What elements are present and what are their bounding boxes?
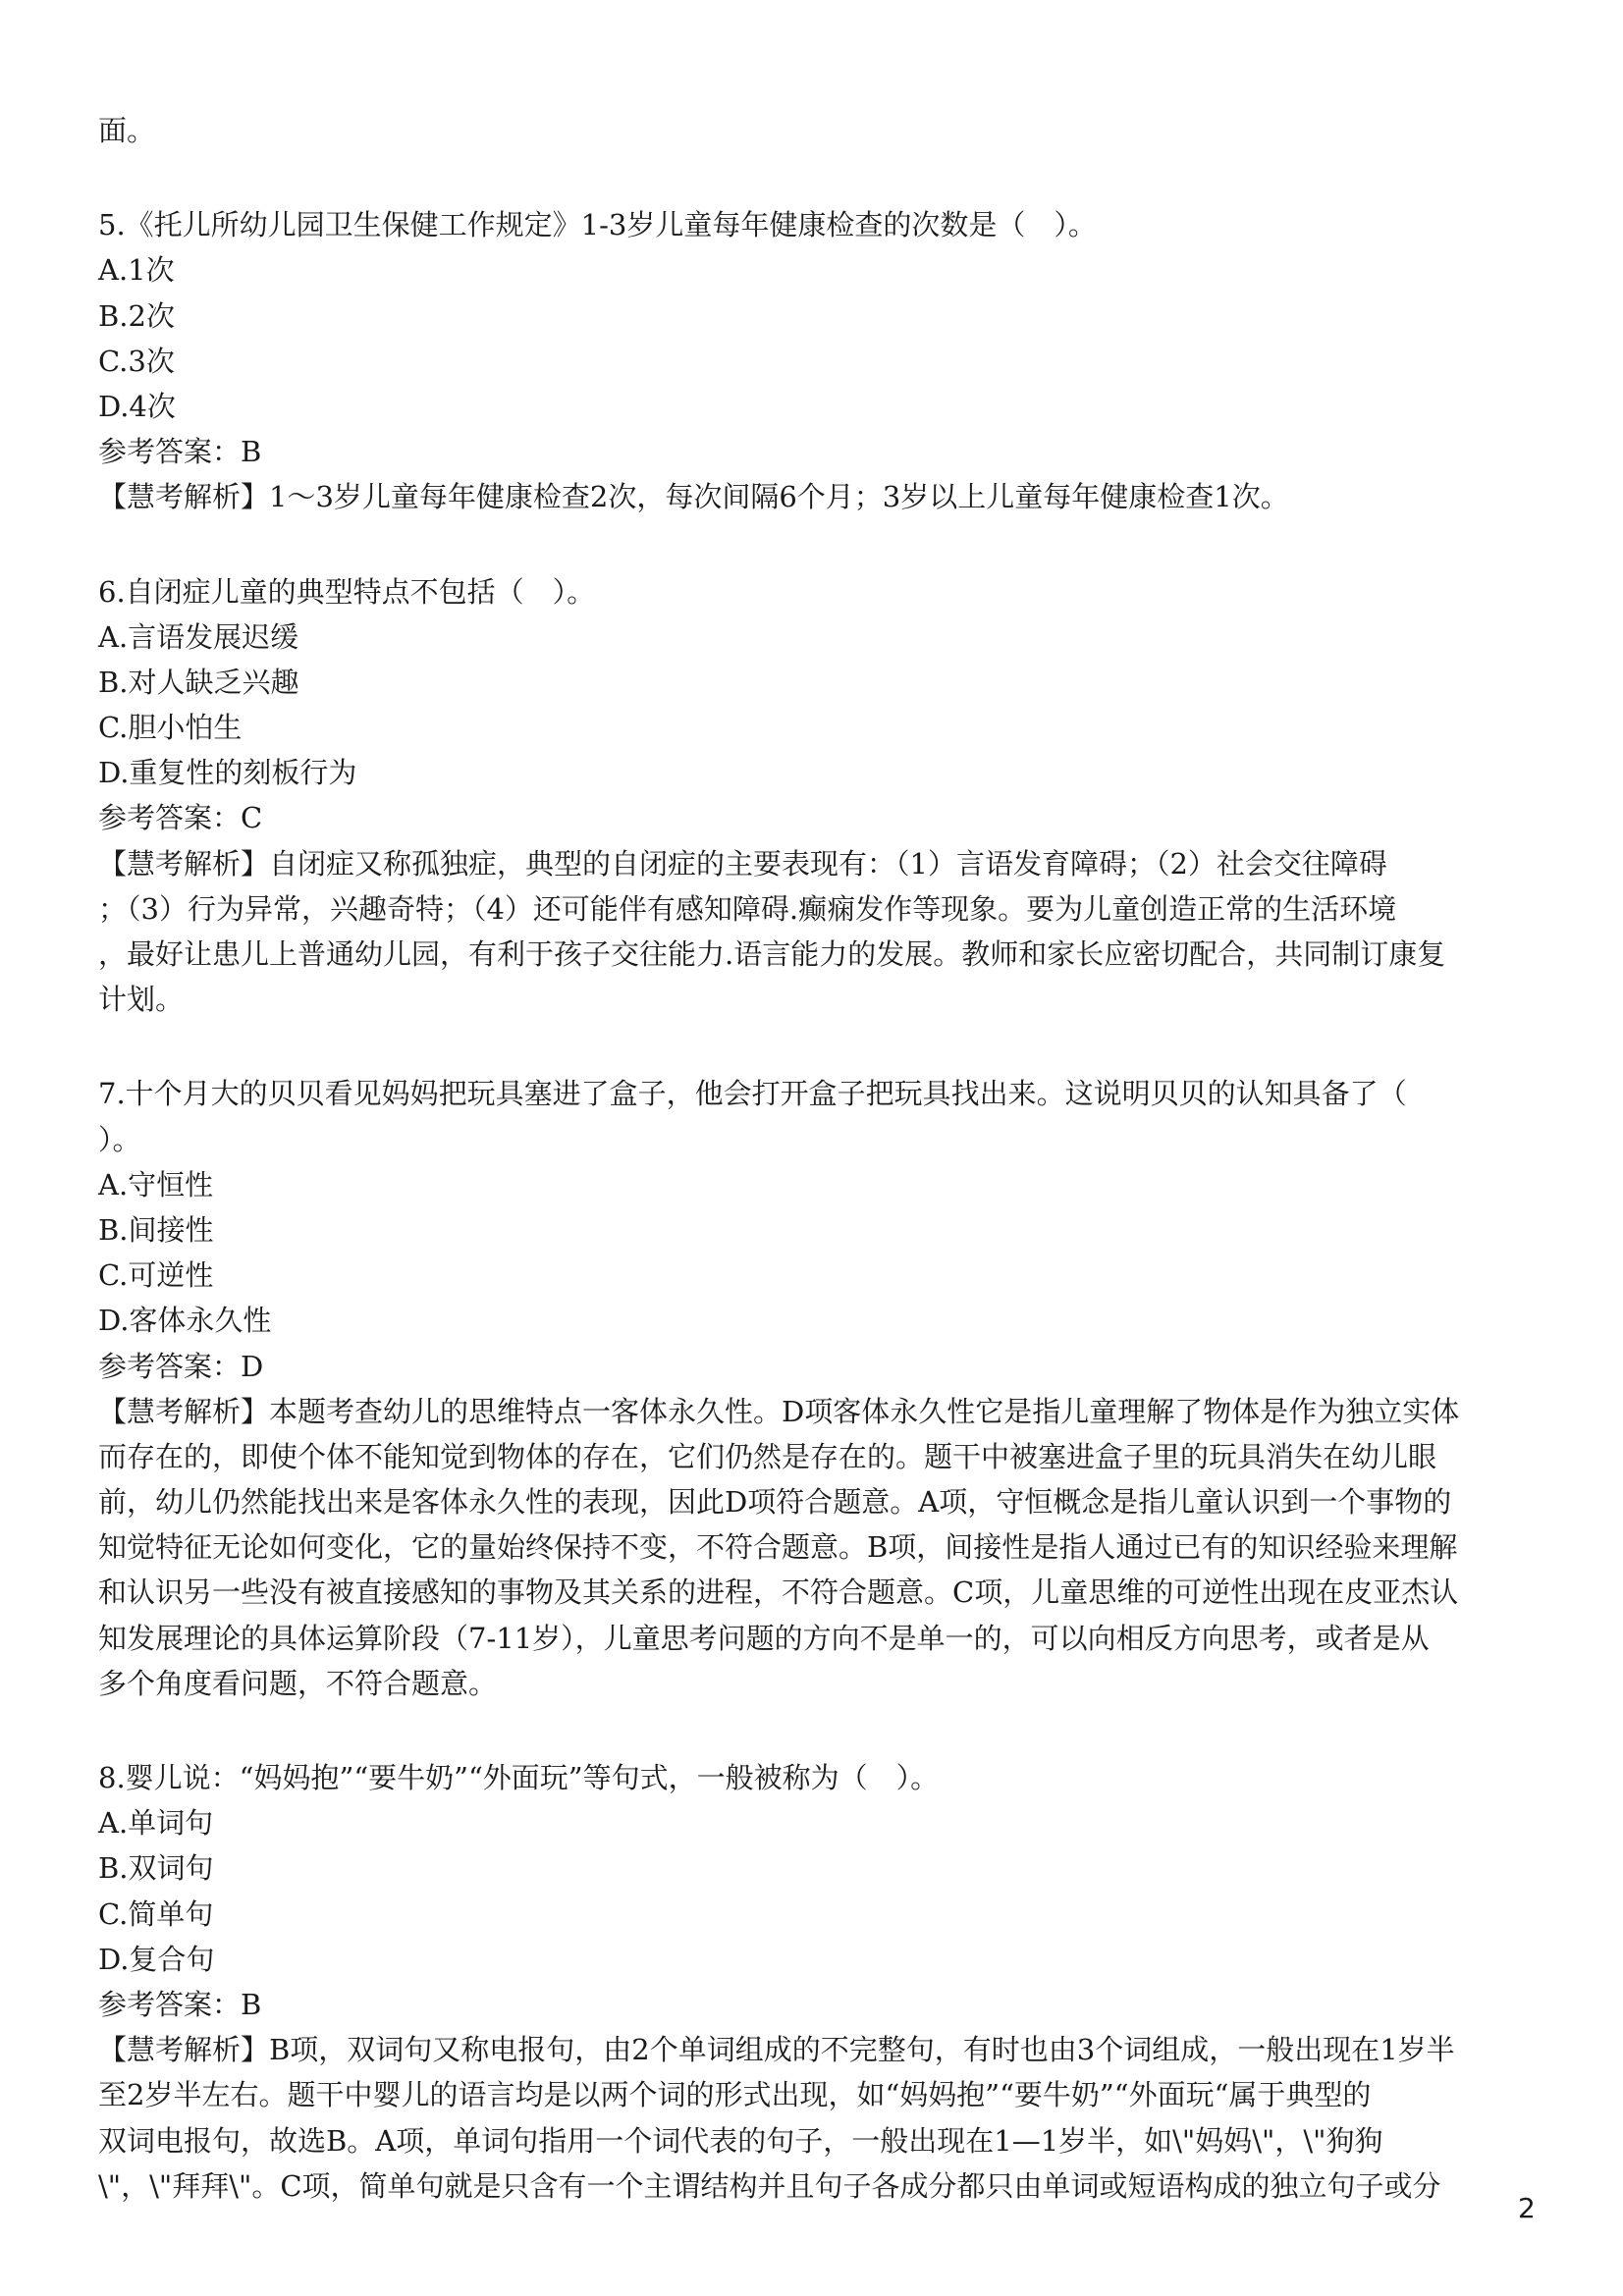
option-c: C.胆小怕生 <box>98 711 243 745</box>
page-number: 2 <box>1518 2192 1536 2224</box>
option-d: D.复合句 <box>98 1942 215 1976</box>
option-a: A.言语发展迟缓 <box>98 619 299 654</box>
analysis-line: 【慧考解析】B项，双词句又称电报句，由2个单词组成的不完整句，有时也由3个词组成，一般出现在1岁半 <box>98 2033 1455 2067</box>
option-d: D.重复性的刻板行为 <box>98 756 357 790</box>
question-block <box>98 1755 1532 2209</box>
question-block <box>98 1071 1532 1706</box>
analysis-line: 【慧考解析】本题考查幼儿的思维特点一客体永久性。D项客体永久性它是指儿童理解了物体是作为独立实体 <box>98 1394 1460 1428</box>
question-stem: ）。 <box>98 1122 141 1156</box>
question-block <box>98 569 1532 1023</box>
option-b: B.双词句 <box>98 1851 214 1886</box>
option-a: A.守恒性 <box>98 1167 214 1201</box>
reference-answer: 参考答案：C <box>98 801 263 835</box>
analysis-line: 至2岁半左右。题干中婴儿的语言均是以两个词的形式出现，如“妈妈抱”“要牛奶”“外面玩“属于典型的 <box>98 2078 1372 2112</box>
question-stem: 7.十个月大的贝贝看见妈妈把玩具塞进了盒子，他会打开盒子把玩具找出来。这说明贝贝的认知具备了（ <box>98 1077 1407 1111</box>
option-d: D.4次 <box>98 389 176 423</box>
reference-answer: 参考答案：B <box>98 435 262 469</box>
analysis-line: \"，\"拜拜\"。C项，简单句就是只含有一个主谓结构并且句子各成分都只由单词或短语构成的独立句子或分 <box>98 2168 1441 2203</box>
analysis-line: 【慧考解析】自闭症又称孤独症，典型的自闭症的主要表现有：（1）言语发育障碍；（2）社会交往障碍 <box>98 846 1387 881</box>
analysis-line: 双词电报句，故选B。A项，单词句指用一个词代表的句子，一般出现在1—1岁半，如\"妈妈\"，\"狗狗 <box>98 2123 1383 2158</box>
reference-answer: 参考答案：D <box>98 1349 264 1383</box>
analysis-line: 知觉特征无论如何变化，它的量始终保持不变，不符合题意。B项，间接性是指人通过已有的知识经验来理解 <box>98 1530 1458 1565</box>
question-stem: 6.自闭症儿童的典型特点不包括（ ）。 <box>98 574 596 609</box>
analysis-line: 而存在的，即使个体不能知觉到物体的存在，它们仍然是存在的。题干中被塞进盒子里的玩具消失在幼儿眼 <box>98 1439 1437 1473</box>
reference-answer: 参考答案：B <box>98 1987 262 2021</box>
analysis-line: 计划。 <box>98 983 185 1017</box>
document-body <box>98 108 1532 2209</box>
option-c: C.简单句 <box>98 1896 214 1931</box>
analysis-line: 知发展理论的具体运算阶段（7-11岁），儿童思考问题的方向不是单一的，可以向相反方向思考，或者是从 <box>98 1621 1430 1655</box>
option-c: C.3次 <box>98 344 175 378</box>
analysis-line: 多个角度看问题，不符合题意。 <box>98 1666 498 1700</box>
option-c: C.可逆性 <box>98 1258 214 1293</box>
analysis-line: 和认识另一些没有被直接感知的事物及其关系的进程，不符合题意。C项，儿童思维的可逆性出现在皮亚杰认 <box>98 1575 1459 1610</box>
analysis-line: 【慧考解析】1～3岁儿童每年健康检查2次，每次间隔6个月；3岁以上儿童每年健康检查1次。 <box>98 480 1289 514</box>
option-a: A.单词句 <box>98 1806 214 1841</box>
option-b: B.2次 <box>98 298 175 333</box>
question-stem: 5.《托儿所幼儿园卫生保健工作规定》1-3岁儿童每年健康检查的次数是（ ）。 <box>98 208 1097 242</box>
question-stem: 8.婴儿说：“妈妈抱”“要牛奶”“外面玩”等句式，一般被称为（ ）。 <box>98 1761 940 1794</box>
question-block <box>98 202 1532 519</box>
option-b: B.间接性 <box>98 1212 214 1247</box>
continuation-text: 面。 <box>98 114 156 147</box>
option-b: B.对人缺乏兴趣 <box>98 665 299 699</box>
analysis-line: ，最好让患儿上普通幼儿园，有利于孩子交往能力.语言能力的发展。教师和家长应密切配合，共同制订康复 <box>98 937 1446 971</box>
analysis-line: 前，幼儿仍然能找出来是客体永久性的表现，因此D项符合题意。A项，守恒概念是指儿童认识到一个事物的 <box>98 1485 1452 1520</box>
analysis-line: ；（3）行为异常，兴趣奇特；（4）还可能伴有感知障碍.癫痫发作等现象。要为儿童创造正常的生活环境 <box>98 891 1397 926</box>
option-a: A.1次 <box>98 253 175 288</box>
option-d: D.客体永久性 <box>98 1304 272 1338</box>
